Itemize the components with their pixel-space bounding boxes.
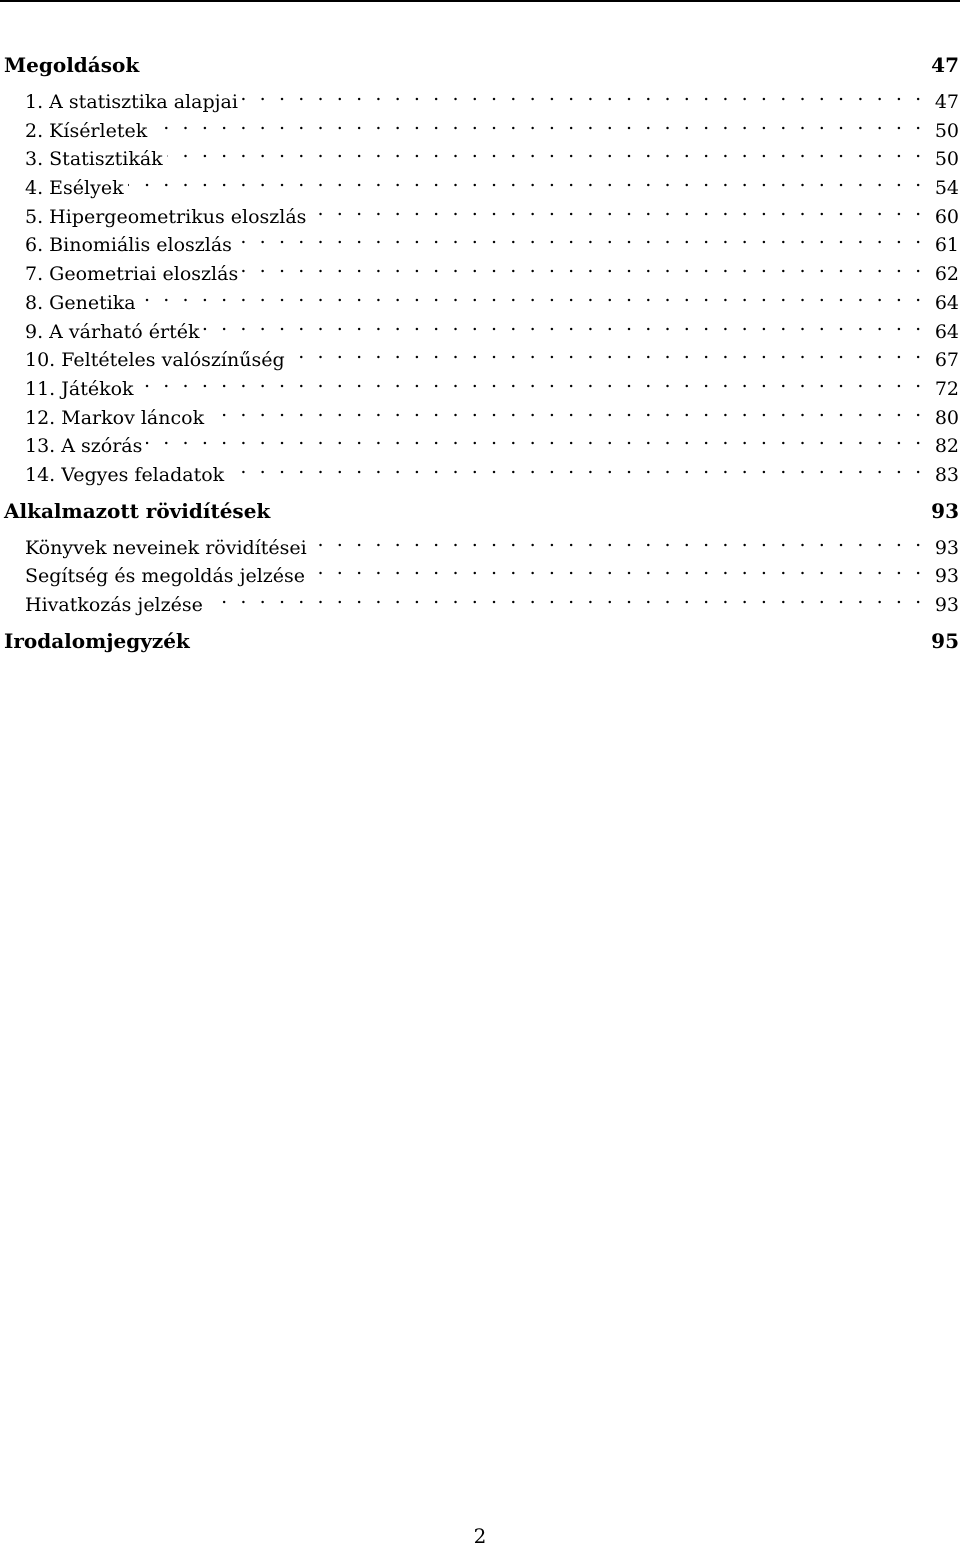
toc-entry[interactable] [4,424,959,458]
toc-entry[interactable] [4,396,959,429]
top-rule [0,0,960,2]
entry-page: 61 [934,234,959,257]
entry-page: 93 [934,565,959,588]
entry-label: 1. A statisztika alapjai [25,91,238,113]
entry-page: 93 [934,536,959,559]
toc-section-rovidites [4,496,959,616]
dot-leader [236,223,925,251]
section-page: 93 [931,498,959,523]
dot-leader [289,338,925,366]
entry-page: 62 [934,263,959,286]
entry-label: 5. Hipergeometrikus eloszlás [25,205,307,228]
entry-page: 80 [934,406,959,429]
toc-entry[interactable] [4,367,959,400]
entry-page: 50 [934,148,959,171]
dot-leader [207,583,925,611]
entry-label: 3. Statisztikák [25,148,163,171]
entry-label: 9. A várható érték [25,320,200,343]
entry-page: 60 [934,205,959,228]
entry-page: 72 [934,377,959,400]
dot-leader [138,367,925,395]
section-title: Megoldások [4,53,140,77]
entry-page: 47 [934,91,959,113]
toc-entry[interactable] [4,80,959,113]
dot-leader [128,166,925,194]
section-page: 95 [931,628,959,653]
toc-section-megoldasok [4,50,959,486]
entry-label: 12. Markov láncok [25,406,205,429]
dot-leader [208,396,925,424]
entry-label: 2. Kísérletek [25,119,148,142]
entry-page: 50 [934,119,959,142]
entry-page: 64 [934,291,959,314]
dot-leader [242,80,925,108]
entry-label: 14. Vegyes feladatok [25,463,225,486]
toc-section-irodalom [4,626,959,656]
entry-page: 82 [934,435,959,458]
entry-label: 8. Genetika [25,291,136,314]
entry-page: 83 [934,463,959,486]
toc-entry[interactable] [4,310,959,343]
entry-label: Segítség és megoldás jelzése [25,565,306,588]
dot-leader [310,195,924,223]
toc-entry[interactable] [4,166,959,200]
dot-leader [228,453,925,481]
toc-section-heading[interactable] [4,626,959,656]
entry-label: 6. Binomiális eloszlás [25,234,232,257]
section-page: 47 [931,53,959,77]
dot-leader [151,109,925,137]
entry-label: 13. A szórás [25,435,143,458]
entry-page: 64 [934,320,959,343]
toc-entry[interactable] [4,526,959,559]
table-of-contents [4,50,959,670]
entry-page: 54 [934,177,959,200]
toc-entry[interactable] [4,195,959,228]
entry-label: 4. Esélyek [25,177,124,200]
toc-entry[interactable] [4,281,959,314]
dot-leader [167,137,925,165]
entry-label: Könyvek neveinek rövidítései [25,536,307,559]
page-number: 2 [473,1524,487,1548]
entry-label: Hivatkozás jelzése [25,594,203,616]
entry-page: 93 [934,594,959,616]
entry-label: 10. Feltételes valószínűség [25,349,285,372]
dot-leader [140,281,925,309]
dot-leader [242,252,925,280]
entry-label: 7. Geometriai eloszlás [25,263,239,286]
dot-leader [311,526,925,554]
dot-leader [309,554,925,582]
dot-leader [203,310,924,338]
toc-section-heading[interactable] [4,496,959,526]
toc-section-heading[interactable] [4,50,959,80]
entry-label: 11. Játékok [25,377,134,400]
section-title: Irodalomjegyzék [4,628,190,653]
dot-leader [146,424,924,452]
toc-entry[interactable] [4,453,959,486]
entry-page: 67 [934,349,959,372]
section-title: Alkalmazott rövidítések [4,498,271,523]
